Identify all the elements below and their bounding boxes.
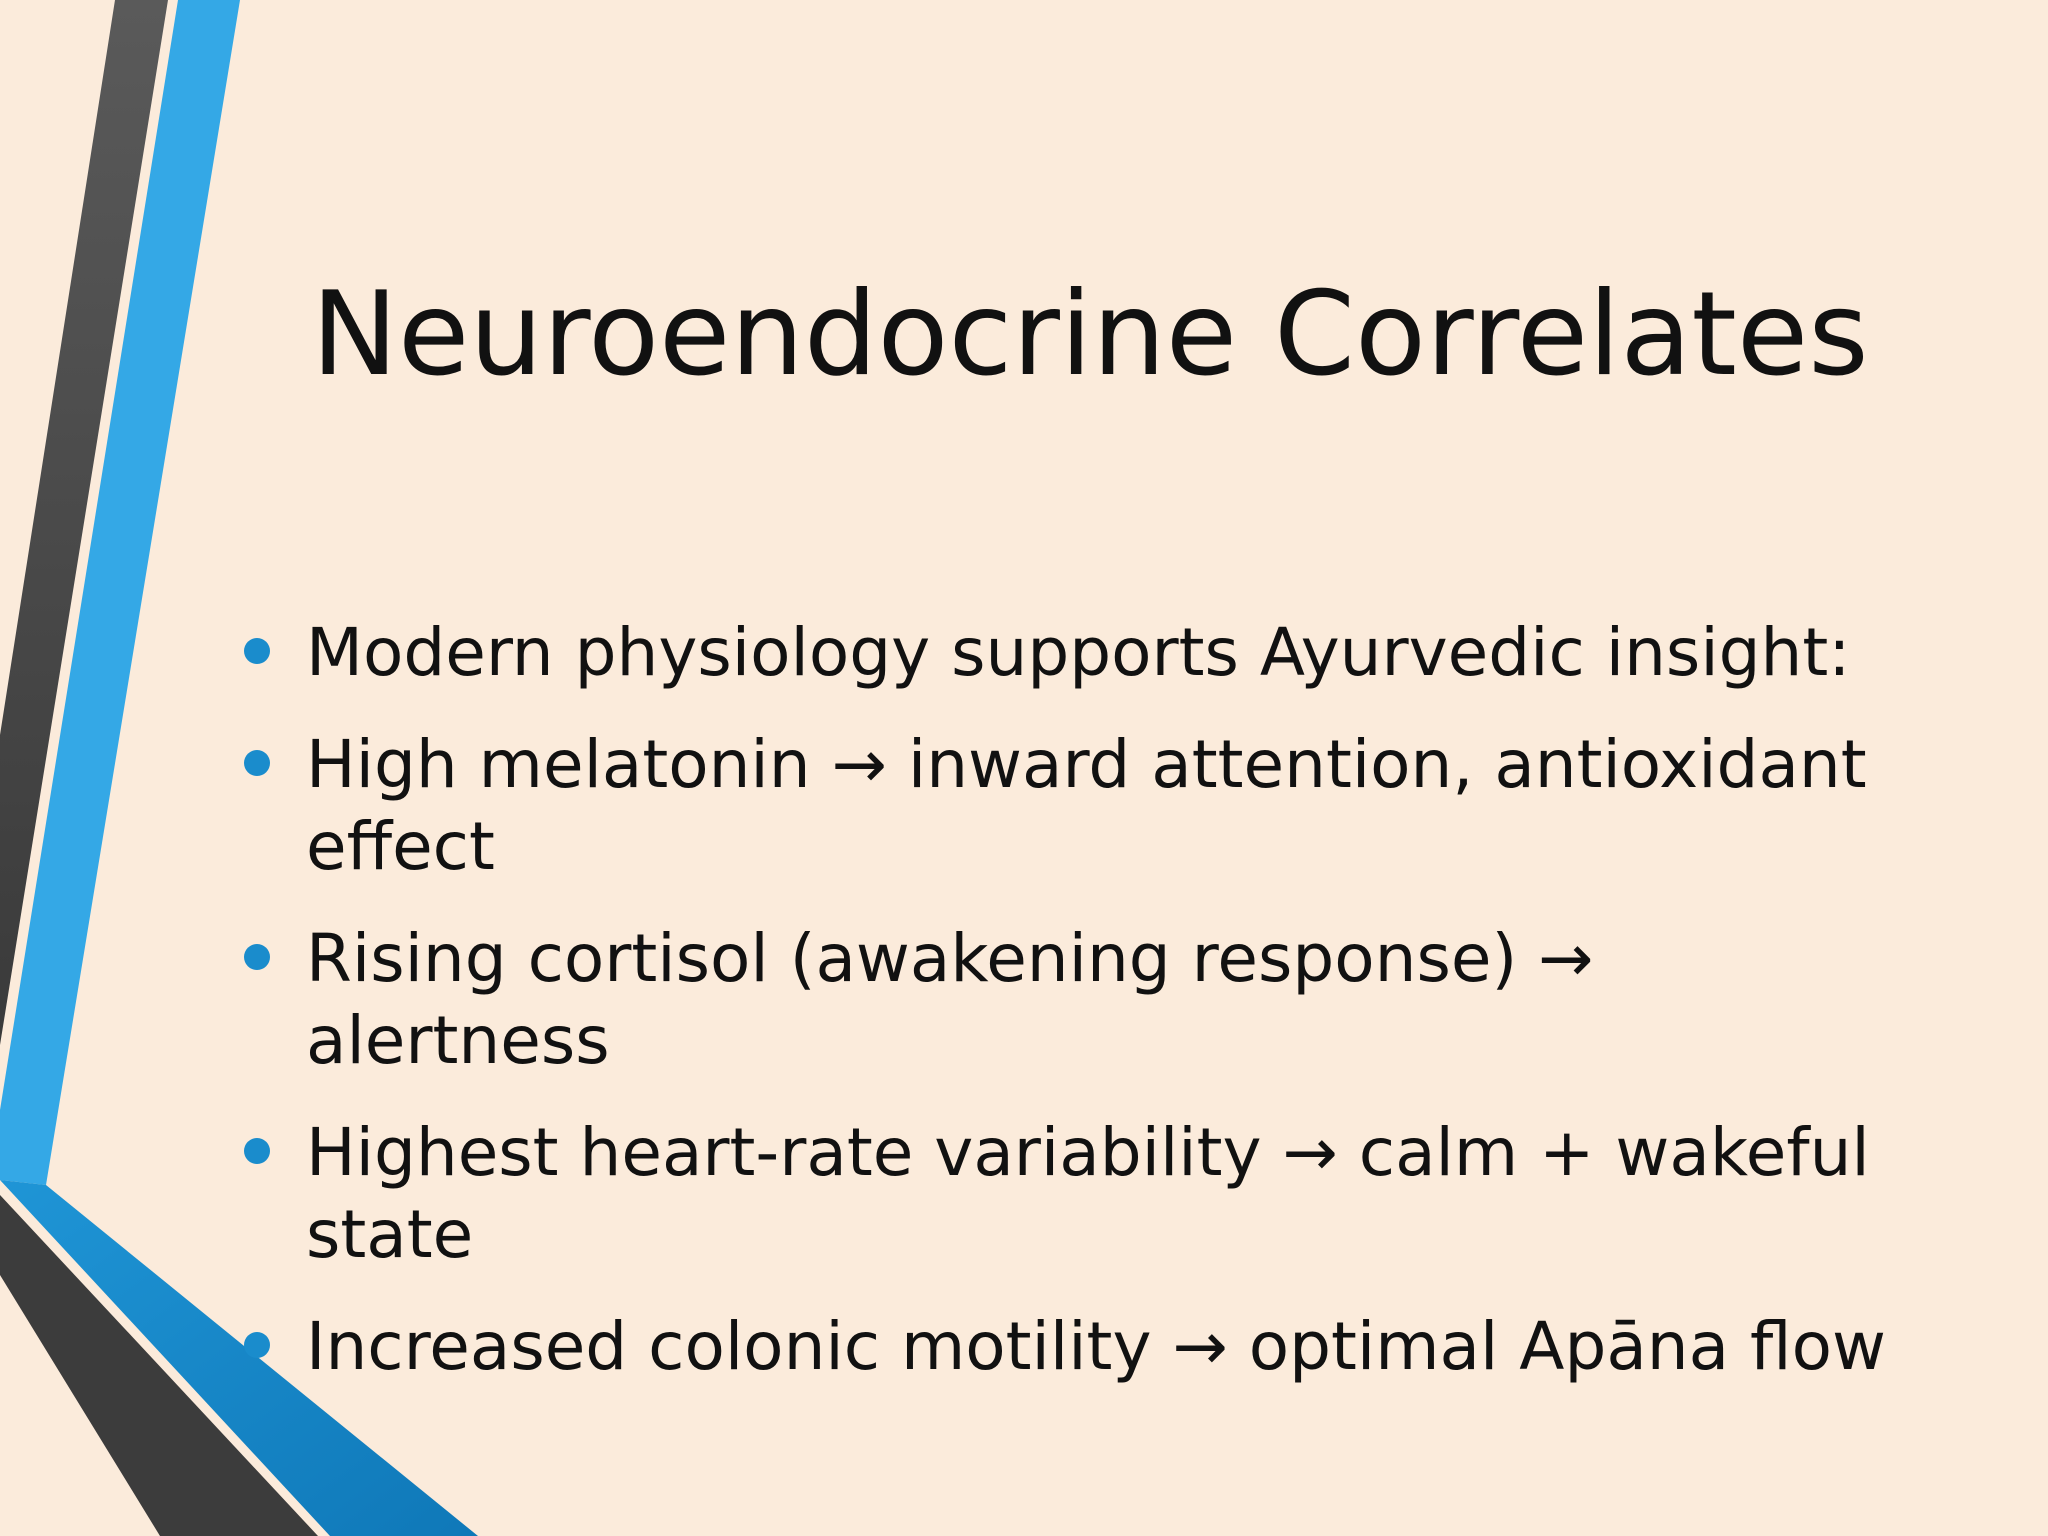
bullet-dot-icon [244, 1138, 270, 1164]
bullet-text: High melatonin → inward attention, antioxidant effect [306, 726, 1867, 885]
bullet-text: Modern physiology supports Ayurvedic insight: [306, 614, 1851, 691]
bullet-list [240, 612, 1900, 1418]
slide-title: Neuroendocrine Correlates [311, 267, 1869, 402]
bullet-dot-icon [244, 750, 270, 776]
bullet-text: Rising cortisol (awakening response) → alertness [306, 920, 1594, 1079]
bullet-dot-icon [244, 638, 270, 664]
list-item [240, 1306, 1900, 1388]
bullet-text: Highest heart-rate variability → calm + wakeful state [306, 1114, 1870, 1273]
list-item [240, 612, 1900, 694]
bullet-dot-icon [244, 944, 270, 970]
list-item [240, 918, 1900, 1082]
list-item [240, 724, 1900, 888]
bullet-dot-icon [244, 1332, 270, 1358]
list-item [240, 1112, 1900, 1276]
bullet-text: Increased colonic motility → optimal Apāna flow [306, 1308, 1886, 1385]
